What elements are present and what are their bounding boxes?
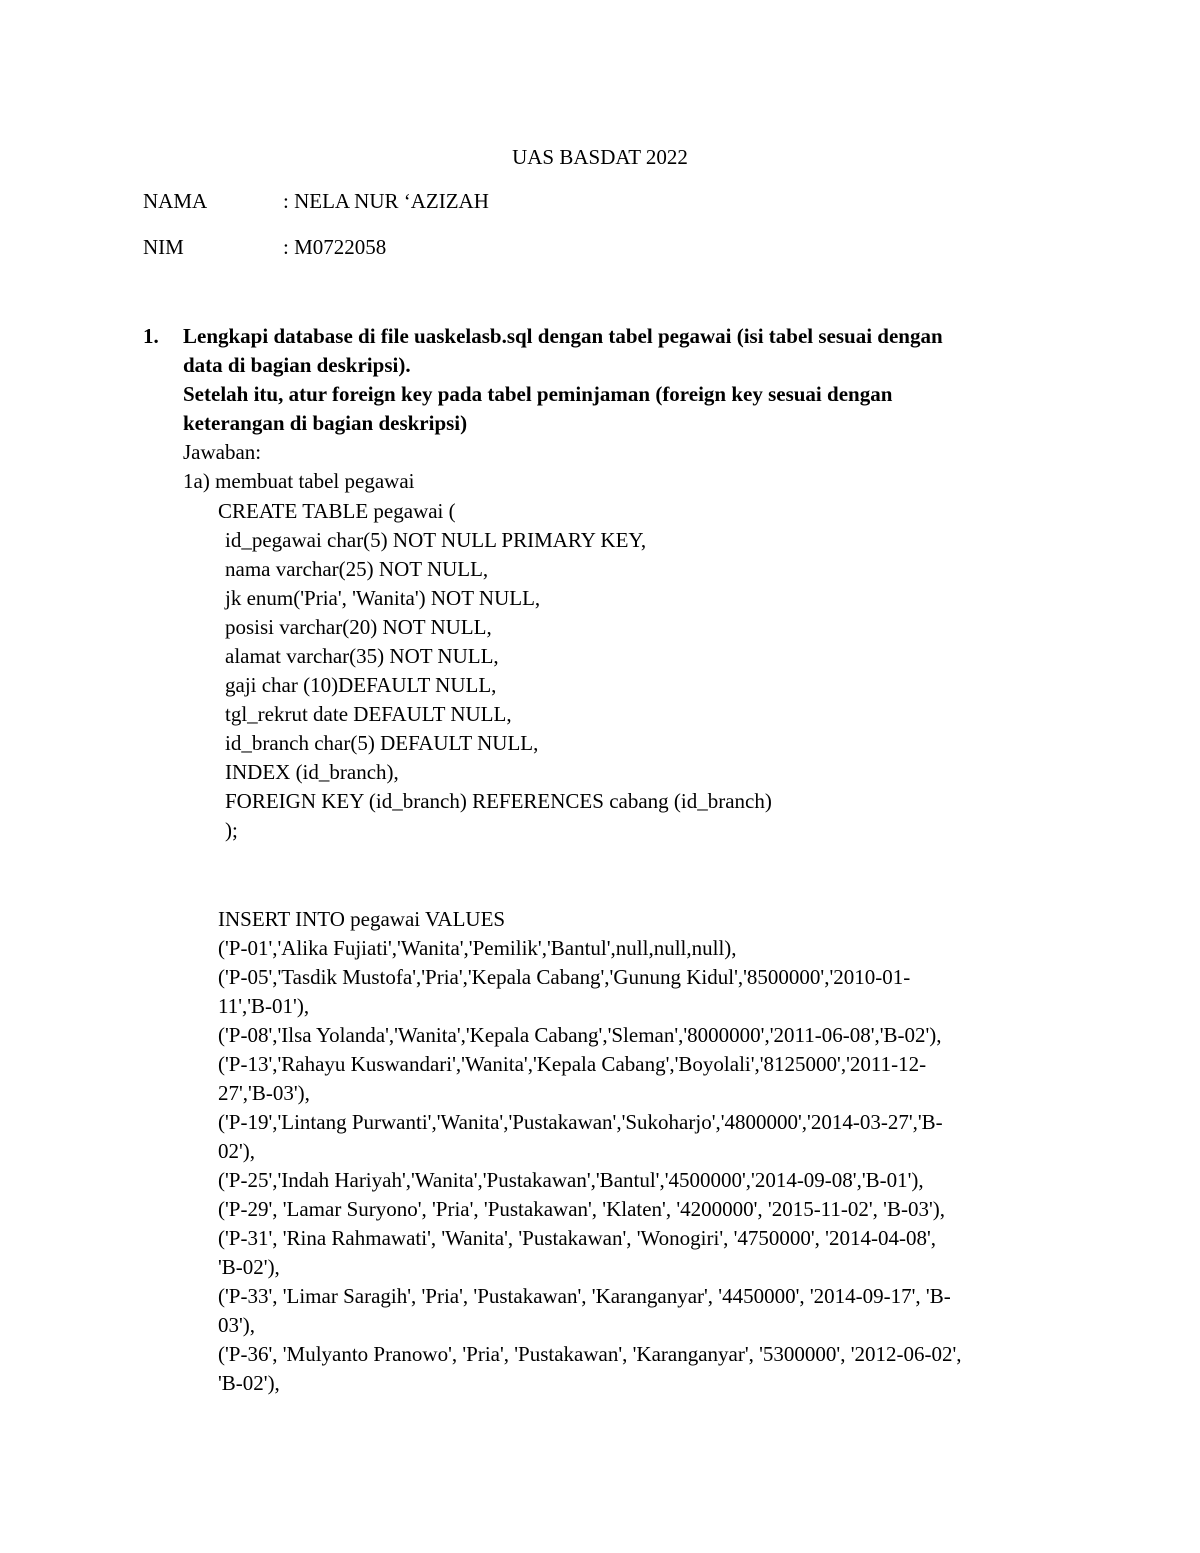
sql-line: jk enum('Pria', 'Wanita') NOT NULL, [225, 586, 541, 610]
sql-line: id_branch char(5) DEFAULT NULL, [225, 731, 539, 755]
sql-line: FOREIGN KEY (id_branch) REFERENCES cabang (id_branch) [225, 789, 772, 813]
sql-line: 11','B-01'), [218, 994, 310, 1018]
nim-value: : M0722058 [283, 235, 387, 259]
sql-line: ('P-25','Indah Hariyah','Wanita','Pustakawan','Bantul','4500000','2014-09-08','B-01'), [218, 1168, 924, 1192]
question-number: 1. [143, 324, 159, 348]
sql-line: alamat varchar(35) NOT NULL, [225, 644, 499, 668]
sql-line: 'B-02'), [218, 1255, 280, 1279]
create-table-code [218, 497, 772, 845]
sql-line: ('P-29', 'Lamar Suryono', 'Pria', 'Pustakawan', 'Klaten', '4200000', '2015-11-02', 'B-03'), [218, 1197, 945, 1221]
sql-line: 02'), [218, 1139, 256, 1163]
nama-label: NAMA [143, 189, 208, 213]
question-line: data di bagian deskripsi). [183, 353, 411, 377]
answer-label: Jawaban: [183, 440, 262, 464]
sql-line: ('P-33', 'Limar Saragih', 'Pria', 'Pustakawan', 'Karanganyar', '4450000', '2014-09-17', 'B- [218, 1284, 951, 1308]
nama-value: : NELA NUR ‘AZIZAH [283, 189, 489, 213]
nim-label: NIM [143, 235, 184, 259]
sql-line: ); [225, 818, 238, 842]
sql-line: ('P-31', 'Rina Rahmawati', 'Wanita', 'Pustakawan', 'Wonogiri', '4750000', '2014-04-08', [218, 1226, 936, 1250]
question-line: keterangan di bagian deskripsi) [183, 411, 468, 435]
sql-line: id_pegawai char(5) NOT NULL PRIMARY KEY, [225, 528, 647, 552]
document-title: UAS BASDAT 2022 [512, 145, 688, 169]
sql-line: ('P-19','Lintang Purwanti','Wanita','Pustakawan','Sukoharjo','4800000','2014-03-27','B- [218, 1110, 943, 1134]
sql-line: ('P-08','Ilsa Yolanda','Wanita','Kepala Cabang','Sleman','8000000','2011-06-08','B-02'), [218, 1023, 942, 1047]
sql-line: 'B-02'), [218, 1371, 280, 1395]
insert-values-code [218, 905, 962, 1398]
sql-line: nama varchar(25) NOT NULL, [225, 557, 489, 581]
sql-line: ('P-05','Tasdik Mustofa','Pria','Kepala Cabang','Gunung Kidul','8500000','2010-01- [218, 965, 911, 989]
question-line: Setelah itu, atur foreign key pada tabel peminjaman (foreign key sesuai dengan [183, 382, 893, 406]
sql-line: 03'), [218, 1313, 256, 1337]
sql-line: 27','B-03'), [218, 1081, 310, 1105]
question-block [183, 322, 943, 496]
sql-line: INDEX (id_branch), [225, 760, 399, 784]
sql-line: CREATE TABLE pegawai ( [218, 499, 456, 523]
step-label: 1a) membuat tabel pegawai [183, 469, 415, 493]
question-line: Lengkapi database di file uaskelasb.sql dengan tabel pegawai (isi tabel sesuai dengan [183, 324, 943, 348]
sql-line: ('P-36', 'Mulyanto Pranowo', 'Pria', 'Pustakawan', 'Karanganyar', '5300000', '2012-06-02', [218, 1342, 962, 1366]
sql-line: INSERT INTO pegawai VALUES [218, 907, 506, 931]
sql-line: ('P-01','Alika Fujiati','Wanita','Pemilik','Bantul',null,null,null), [218, 936, 737, 960]
sql-line: posisi varchar(20) NOT NULL, [225, 615, 492, 639]
sql-line: gaji char (10)DEFAULT NULL, [225, 673, 497, 697]
sql-line: ('P-13','Rahayu Kuswandari','Wanita','Kepala Cabang','Boyolali','8125000','2011-12- [218, 1052, 927, 1076]
sql-line: tgl_rekrut date DEFAULT NULL, [225, 702, 512, 726]
